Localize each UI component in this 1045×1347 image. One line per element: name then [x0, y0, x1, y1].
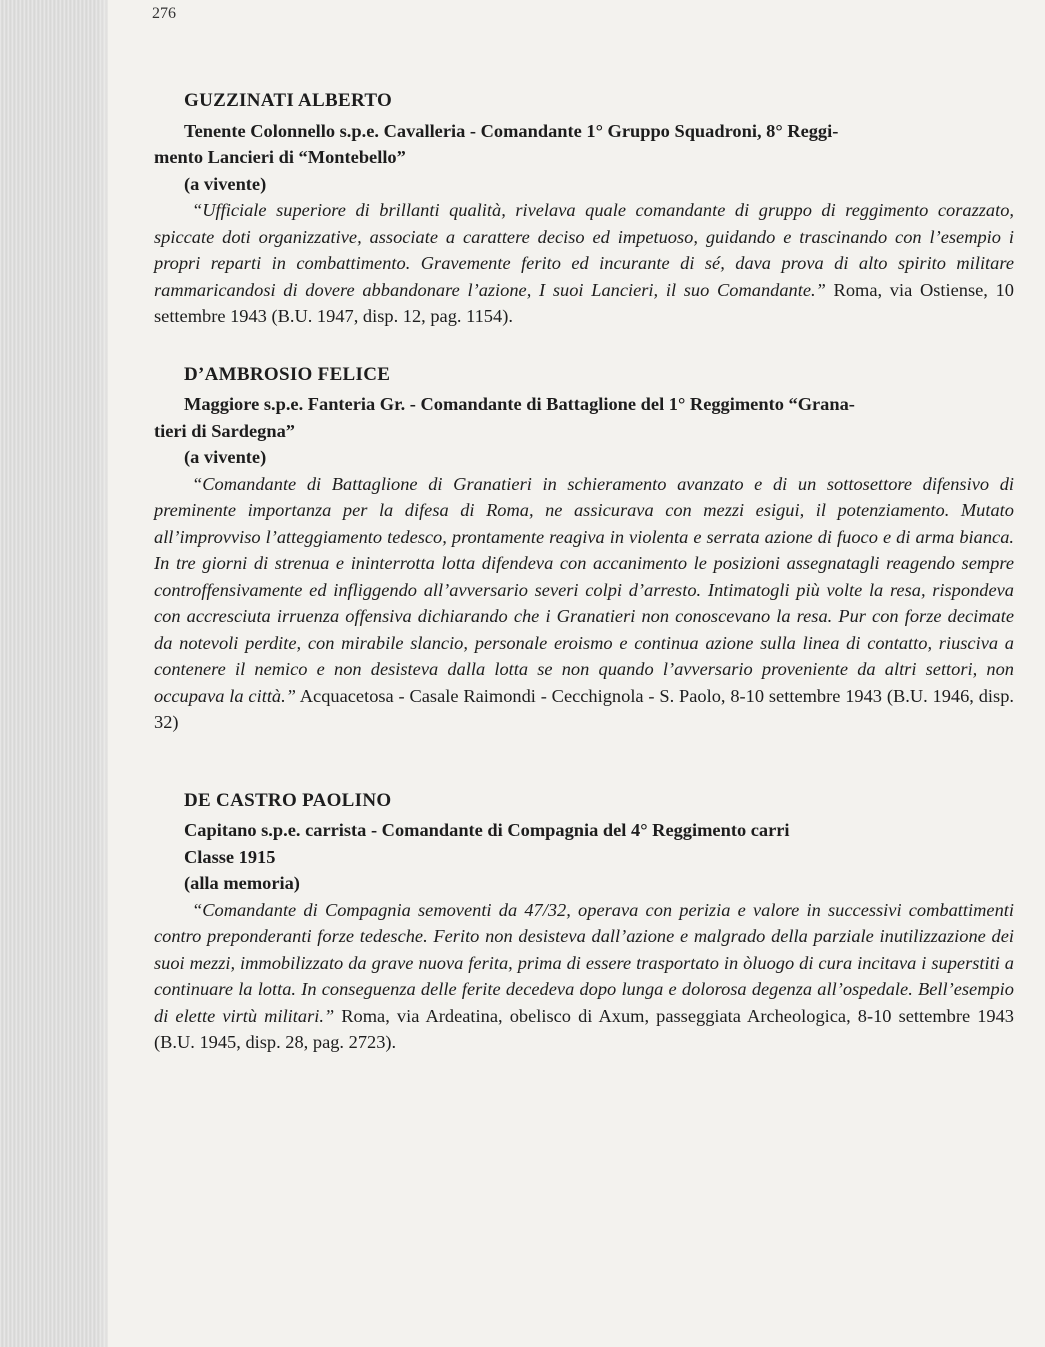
entry-rank-line: Maggiore s.p.e. Fanteria Gr. - Comandante di Battaglione del 1° Reggimento “Grana- [184, 394, 855, 414]
entry-citation [154, 897, 1014, 1056]
entry-name: DE CASTRO PAOLINO [184, 789, 392, 811]
citation-reference: Roma, via Ostiense, 10 settembre 1943 (B.U. 1947, disp. 12, pag. 1154). [154, 279, 1014, 326]
entry-citation [154, 197, 1014, 330]
citation-text: “Comandante di Battaglione di Granatieri in schieramento avanzato e di un sottosettore difensivo di preminente importanza per la difesa di Roma, ne assicurava con mezzi esigui, il potenziamento. Mutato all’improvviso l’atteggiamento tedesco, prontamente reagiva in violenta e serrata azione di fuoco e di arma bianca. In tre giorni di strenua e ininterrotta lotta difendeva con accanimento le posizioni assegnatagli reagendo sempre controffensivamente ed infliggendo all’avversario severi colpi d’arresto. Intimatogli più volte la resa, rispondeva con accresciuta irruenza offensiva dichiarando che i Granatieri non conoscevano la resa. Pur con forze decimate da notevoli perdite, con mirabile slancio, personale eroismo e continua azione sulla linea di contatto, riusciva a contenere il nemico e non desisteva dalla lotta se non quando l’avversario proveniente da altri settori, non occupava la città.” [154, 473, 1014, 706]
entry-status: (a vivente) [184, 173, 267, 194]
entry-rank-line: Classe 1915 [184, 846, 276, 867]
entry-rank-line: tieri di Sardegna” [154, 420, 295, 441]
page-number: 276 [152, 5, 176, 22]
entry-decastro [154, 788, 1014, 1056]
entry-name: GUZZINATI ALBERTO [184, 90, 393, 111]
entry-rank [154, 118, 1014, 171]
binding-edge-scan [0, 0, 108, 1347]
entry-rank [184, 817, 1014, 870]
entry-name: D’AMBROSIO FELICE [184, 363, 391, 385]
entry-dambrosio [154, 362, 1014, 736]
entry-rank-line: mento Lancieri di “Montebello” [154, 147, 406, 167]
citation-text: “Comandante di Compagnia semoventi da 47/32, operava con perizia e valore in successivi combattimenti contro preponderanti forze tedesche. Ferito non desisteva dall’azione e malgrado della parziale inutilizzazione dei suoi mezzi, immobilizzato da grave nuova ferita, prima di essere trasportato in òluogo di cura incitava i superstiti a continuare la lotta. In conseguenza delle ferite decedeva dopo lunga e dolorosa degenza all’ospedale. Bell’esempio di elette virtù militari.” [154, 899, 1014, 1026]
document-body [154, 88, 1014, 1082]
entry-rank-line: Capitano s.p.e. carrista - Comandante di Compagnia del 4° Reggimento carri [184, 820, 790, 840]
entry-guzzinati [154, 88, 1014, 330]
entry-rank [154, 391, 1014, 444]
citation-reference: Acquacetosa - Casale Raimondi - Cecchignola - S. Paolo, 8-10 settembre 1943 (B.U. 1946, disp. 32) [154, 685, 1014, 732]
citation-text: “Ufficiale superiore di brillanti qualità, rivelava quale comandante di gruppo di reggimento corazzato, spiccate doti organizzative, associate a carattere deciso ed impetuoso, guidando e trascinando con l’esempio i propri reparti in combattimento. Gravemente ferito ed incurante di sé, dava prova di alto spirito militare rammaricandosi di dovere abbandonare l’azione, I suoi Lancieri, il suo Comandante.” [154, 200, 1014, 300]
citation-reference: Roma, via Ardeatina, obelisco di Axum, passeggiata Archeologica, 8-10 settembre 1943 (B.U. 1945, disp. 28, pag. 2723). [154, 1005, 1014, 1052]
entry-rank-line: Tenente Colonnello s.p.e. Cavalleria - Comandante 1° Gruppo Squadroni, 8° Reggi- [184, 120, 839, 141]
binding-shadow [96, 0, 126, 1347]
entry-status: (a vivente) [184, 447, 267, 467]
entry-status: (alla memoria) [184, 873, 300, 893]
entry-citation [154, 471, 1014, 736]
